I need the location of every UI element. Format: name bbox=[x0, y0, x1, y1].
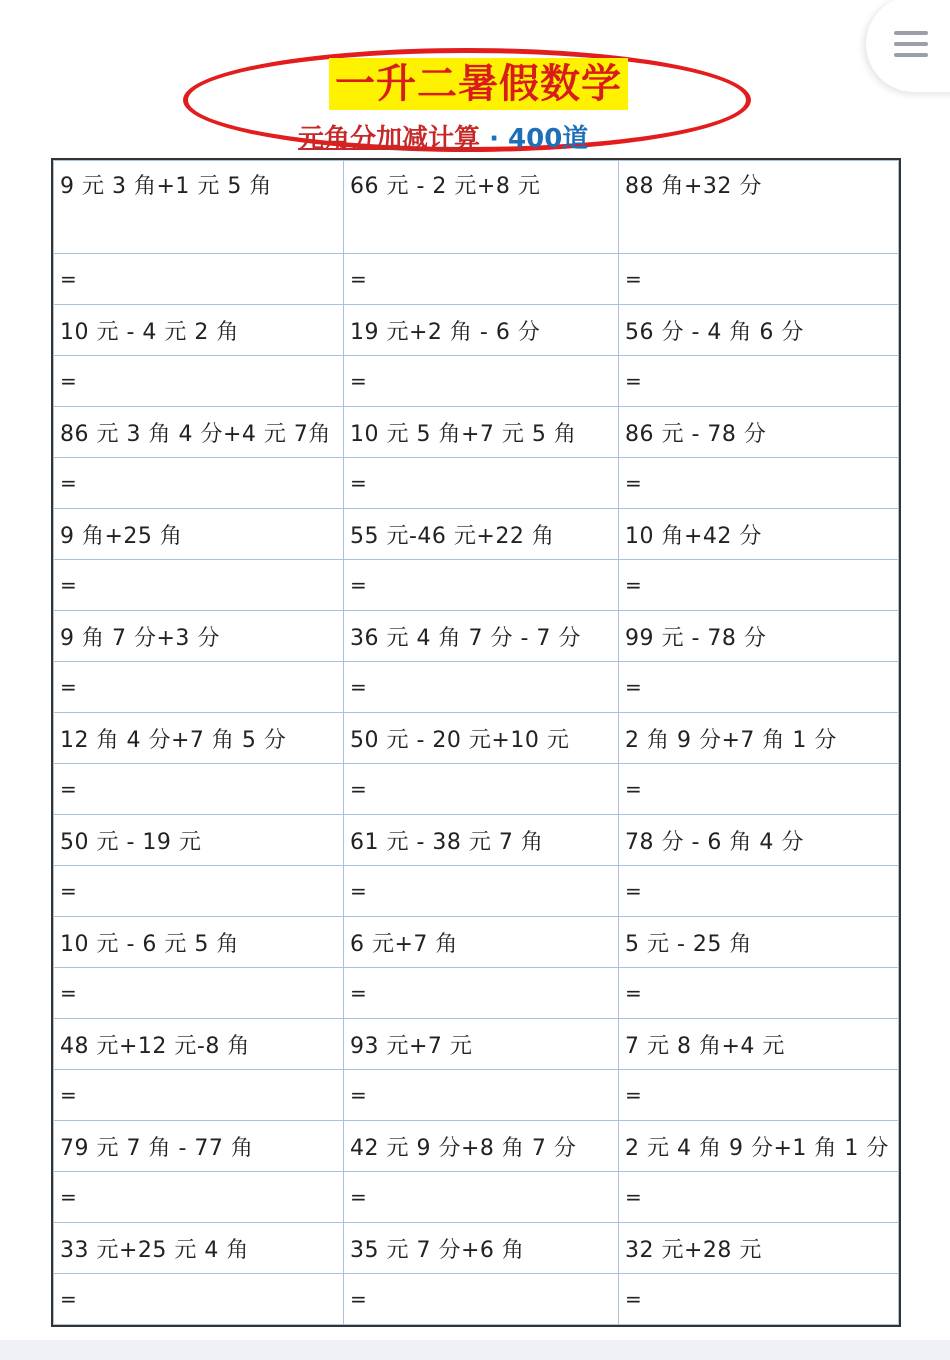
answer-cell[interactable]: = bbox=[619, 1172, 899, 1223]
answer-cell[interactable]: = bbox=[54, 1070, 344, 1121]
answer-cell[interactable]: = bbox=[619, 254, 899, 305]
answer-cell[interactable]: = bbox=[619, 764, 899, 815]
answer-row bbox=[54, 662, 899, 713]
problem-cell: 86 元 - 78 分 bbox=[619, 407, 899, 458]
answer-cell[interactable]: = bbox=[54, 1274, 344, 1325]
problem-cell: 10 元 - 4 元 2 角 bbox=[54, 305, 344, 356]
problem-cell: 35 元 7 分+6 角 bbox=[344, 1223, 619, 1274]
problem-cell: 9 角 7 分+3 分 bbox=[54, 611, 344, 662]
problem-cell: 10 角+42 分 bbox=[619, 509, 899, 560]
answer-cell[interactable]: = bbox=[344, 1274, 619, 1325]
problem-cell: 36 元 4 角 7 分 - 7 分 bbox=[344, 611, 619, 662]
problem-cell: 78 分 - 6 角 4 分 bbox=[619, 815, 899, 866]
subtitle-count: 400道 bbox=[508, 124, 589, 154]
problem-cell: 61 元 - 38 元 7 角 bbox=[344, 815, 619, 866]
problem-row bbox=[54, 917, 899, 968]
answer-row bbox=[54, 356, 899, 407]
answer-row bbox=[54, 764, 899, 815]
problem-cell: 12 角 4 分+7 角 5 分 bbox=[54, 713, 344, 764]
problem-cell: 56 分 - 4 角 6 分 bbox=[619, 305, 899, 356]
problem-cell: 10 元 - 6 元 5 角 bbox=[54, 917, 344, 968]
answer-cell[interactable]: = bbox=[54, 764, 344, 815]
answer-cell[interactable]: = bbox=[54, 458, 344, 509]
subtitle-topic: 元角分加减计算 bbox=[298, 124, 481, 154]
problem-cell: 88 角+32 分 bbox=[619, 161, 899, 254]
answer-row bbox=[54, 1274, 899, 1325]
answer-cell[interactable]: = bbox=[619, 968, 899, 1019]
problem-cell: 10 元 5 角+7 元 5 角 bbox=[344, 407, 619, 458]
problem-cell: 79 元 7 角 - 77 角 bbox=[54, 1121, 344, 1172]
answer-cell[interactable]: = bbox=[344, 662, 619, 713]
problem-cell: 50 元 - 19 元 bbox=[54, 815, 344, 866]
answer-row bbox=[54, 968, 899, 1019]
answer-cell[interactable]: = bbox=[54, 968, 344, 1019]
problem-cell: 32 元+28 元 bbox=[619, 1223, 899, 1274]
answer-cell[interactable]: = bbox=[344, 1070, 619, 1121]
problem-row bbox=[54, 407, 899, 458]
answer-cell[interactable]: = bbox=[54, 254, 344, 305]
page-title: 一升二暑假数学 bbox=[329, 58, 628, 110]
answer-row bbox=[54, 1172, 899, 1223]
problem-cell: 5 元 - 25 角 bbox=[619, 917, 899, 968]
problem-cell: 2 角 9 分+7 角 1 分 bbox=[619, 713, 899, 764]
answer-cell[interactable]: = bbox=[619, 1274, 899, 1325]
answer-cell[interactable]: = bbox=[344, 254, 619, 305]
page-subtitle bbox=[298, 122, 588, 156]
problem-cell: 2 元 4 角 9 分+1 角 1 分 bbox=[619, 1121, 899, 1172]
problem-row bbox=[54, 509, 899, 560]
answer-cell[interactable]: = bbox=[54, 1172, 344, 1223]
answer-row bbox=[54, 1070, 899, 1121]
answer-cell[interactable]: = bbox=[619, 866, 899, 917]
answer-cell[interactable]: = bbox=[344, 968, 619, 1019]
problem-row bbox=[54, 611, 899, 662]
answer-cell[interactable]: = bbox=[344, 560, 619, 611]
problem-cell: 7 元 8 角+4 元 bbox=[619, 1019, 899, 1070]
answer-cell[interactable]: = bbox=[619, 1070, 899, 1121]
problem-row bbox=[54, 305, 899, 356]
problem-cell: 19 元+2 角 - 6 分 bbox=[344, 305, 619, 356]
page-header bbox=[0, 40, 950, 158]
problem-row bbox=[54, 713, 899, 764]
subtitle-separator: · bbox=[489, 124, 499, 154]
problem-row bbox=[54, 1019, 899, 1070]
answer-cell[interactable]: = bbox=[344, 866, 619, 917]
problem-cell: 6 元+7 角 bbox=[344, 917, 619, 968]
answer-cell[interactable]: = bbox=[344, 1172, 619, 1223]
answer-row bbox=[54, 866, 899, 917]
problem-cell: 9 元 3 角+1 元 5 角 bbox=[54, 161, 344, 254]
problem-row bbox=[54, 815, 899, 866]
answer-row bbox=[54, 458, 899, 509]
answer-cell[interactable]: = bbox=[344, 764, 619, 815]
problem-cell: 99 元 - 78 分 bbox=[619, 611, 899, 662]
answer-row bbox=[54, 254, 899, 305]
answer-cell[interactable]: = bbox=[619, 458, 899, 509]
answer-row bbox=[54, 560, 899, 611]
answer-cell[interactable]: = bbox=[54, 356, 344, 407]
answer-cell[interactable]: = bbox=[344, 356, 619, 407]
problem-row bbox=[54, 161, 899, 254]
answer-cell[interactable]: = bbox=[619, 662, 899, 713]
bottom-strip bbox=[0, 1340, 950, 1360]
answer-cell[interactable]: = bbox=[54, 560, 344, 611]
problem-cell: 66 元 - 2 元+8 元 bbox=[344, 161, 619, 254]
answer-cell[interactable]: = bbox=[54, 866, 344, 917]
problem-cell: 48 元+12 元-8 角 bbox=[54, 1019, 344, 1070]
problem-row bbox=[54, 1121, 899, 1172]
problem-cell: 50 元 - 20 元+10 元 bbox=[344, 713, 619, 764]
problem-row bbox=[54, 1223, 899, 1274]
answer-cell[interactable]: = bbox=[619, 356, 899, 407]
answer-cell[interactable]: = bbox=[54, 662, 344, 713]
worksheet-table bbox=[53, 160, 899, 1325]
problem-cell: 42 元 9 分+8 角 7 分 bbox=[344, 1121, 619, 1172]
problem-cell: 86 元 3 角 4 分+4 元 7角 bbox=[54, 407, 344, 458]
answer-cell[interactable]: = bbox=[344, 458, 619, 509]
problem-cell: 33 元+25 元 4 角 bbox=[54, 1223, 344, 1274]
problem-cell: 55 元-46 元+22 角 bbox=[344, 509, 619, 560]
problem-cell: 93 元+7 元 bbox=[344, 1019, 619, 1070]
problem-cell: 9 角+25 角 bbox=[54, 509, 344, 560]
answer-cell[interactable]: = bbox=[619, 560, 899, 611]
